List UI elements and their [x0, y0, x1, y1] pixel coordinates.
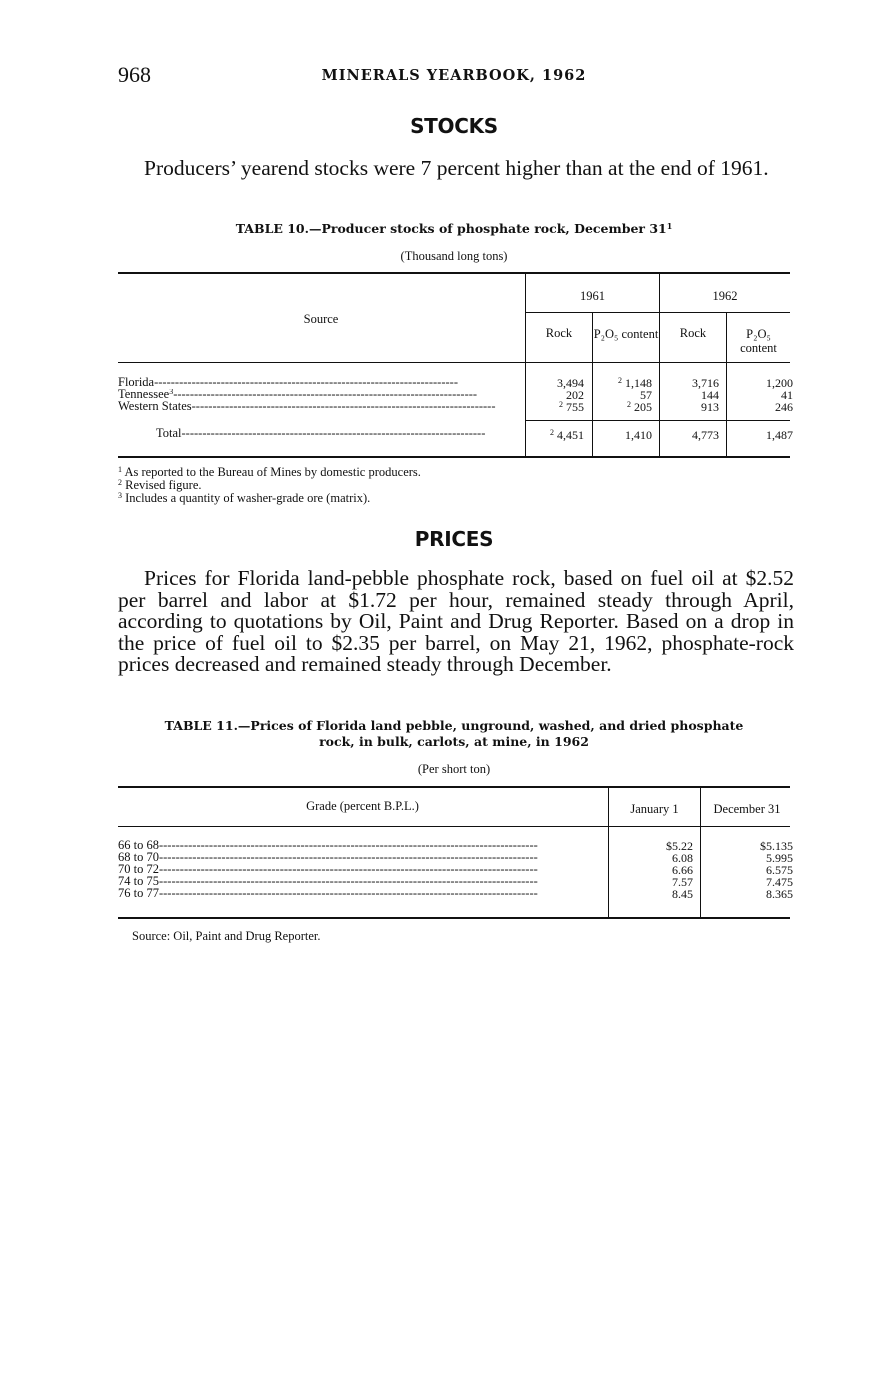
table10-caption-note: 1 [666, 221, 673, 231]
footnote: $^1$ As reported to the Bureau of Mines by domestic producers. [118, 465, 421, 479]
table10-top-rule [118, 272, 790, 274]
table11-dec-cell: $5.135 [760, 839, 793, 853]
table11-jan-cell: 6.08 [672, 851, 693, 865]
table10-unit: (Thousand long tons) [400, 249, 508, 263]
footnote: $^3$ Includes a quantity of washer-grade ore (matrix). [118, 491, 371, 505]
table10-year-rule [526, 312, 790, 313]
table11-jan-cell: $5.22 [666, 839, 693, 853]
table11-source-note: Source: Oil, Paint and Drug Reporter. [132, 929, 321, 943]
table10-cell: 1,200 [766, 376, 793, 390]
table11-unit: (Per short ton) [417, 762, 491, 776]
table11-dec-cell: 5.995 [766, 851, 793, 865]
prices-heading: PRICES [414, 527, 494, 551]
table10-cell: 41 [781, 388, 793, 402]
table11-dec-cell: 6.575 [766, 863, 793, 877]
table11-header-rule [118, 826, 790, 827]
table11-caption-line: rock, in bulk, carlots, at mine, in 1962 [319, 734, 589, 749]
table10-cell: 144 [701, 388, 719, 402]
table11-row-label: 70 to 72------------------------------------------------------------------------------------------- [118, 864, 538, 875]
table11-jan-header: January 1 [630, 802, 679, 816]
table10-col-header: Rock [545, 326, 573, 340]
table11-row-label: 74 to 75------------------------------------------------------------------------------------------- [118, 876, 538, 887]
table10-total-cell: $^2$ 4,451 [550, 428, 584, 442]
page-number: 968 [118, 62, 151, 87]
table10-total-cell: 1,487 [766, 428, 793, 442]
table10-total-cell: 4,773 [692, 428, 719, 442]
table10-year-header: 1962 [712, 289, 738, 303]
table10-cell: 913 [701, 400, 719, 414]
table11-jan-cell: 7.57 [672, 875, 693, 889]
table11-caption [118, 718, 790, 750]
page-header [118, 62, 790, 92]
table10-cell: 3,494 [557, 376, 584, 390]
table10-source-header: Source [303, 312, 339, 326]
table10-total-cell: 1,410 [625, 428, 652, 442]
table10-cell: $^2$ 755 [559, 400, 584, 414]
table10-cell: $^2$ 205 [627, 400, 652, 414]
table10-year-header: 1961 [580, 289, 605, 303]
table11-dec-cell: 7.475 [766, 875, 793, 889]
stocks-paragraph: Producers’ yearend stocks were 7 percent higher than at the end of 1961. [144, 156, 769, 180]
table10-header-rule [118, 362, 790, 363]
table10-row-label: Western States------------------------------------------------------------------------- [118, 401, 496, 412]
table11-dec-cell: 8.365 [766, 887, 793, 901]
table10-cell: 246 [775, 400, 793, 414]
table10-col-header: P₂O₅ content [740, 327, 777, 355]
table11-top-rule [118, 786, 790, 788]
table11-dec-header: December 31 [713, 802, 781, 816]
table10-cell: 57 [640, 388, 652, 402]
table10-caption-text: TABLE 10.—Producer stocks of phosphate rock, December 31 [235, 221, 667, 236]
table11-jan-cell: 6.66 [672, 863, 693, 877]
table10-cell: 202 [566, 388, 584, 402]
running-title: MINERALS YEARBOOK, 1962 [321, 67, 587, 84]
table11-jan-cell: 8.45 [672, 887, 693, 901]
prices-paragraph: Prices for Florida land-pebble phosphate rock, based on fuel oil at $2.52 per barrel and labor at $1.72 per hour, remained steady through April, according to quotations by Oil, Paint and Drug Reporter. Based on a drop in the price of fuel oil to $2.35 per barrel, on May 21, 1962, phosphate-rock prices decreased and remained steady through December. [118, 566, 794, 677]
table11-row-label: 68 to 70------------------------------------------------------------------------------------------- [118, 852, 538, 863]
table10-caption [118, 221, 790, 237]
footnote: $^2$ Revised figure. [118, 478, 202, 492]
table10-row-label: Tennessee$^3$------------------------------------------------------------------------- [118, 389, 478, 400]
table10-total-label: Total------------------------------------------------------------------------- [156, 428, 486, 439]
table10-total-rule [526, 420, 790, 421]
table10-cell: $^2$ 1,148 [618, 376, 652, 390]
stocks-heading: STOCKS [410, 114, 498, 138]
table11-grade-header: Grade (percent B.P.L.) [306, 799, 419, 813]
table11-row-label: 66 to 68------------------------------------------------------------------------------------------- [118, 840, 538, 851]
table10-cell: 3,716 [692, 376, 719, 390]
table11-bottom-rule [118, 917, 790, 919]
table10-col-header: P₂O₅ content [593, 327, 659, 341]
table10-row-label: Florida------------------------------------------------------------------------- [118, 377, 458, 388]
table11-caption-line: TABLE 11.—Prices of Florida land pebble, unground, washed, and dried phosphate [164, 718, 744, 733]
table10-col-header: Rock [679, 326, 707, 340]
table11-row-label: 76 to 77------------------------------------------------------------------------------------------- [118, 888, 538, 899]
table10-bottom-rule [118, 456, 790, 458]
